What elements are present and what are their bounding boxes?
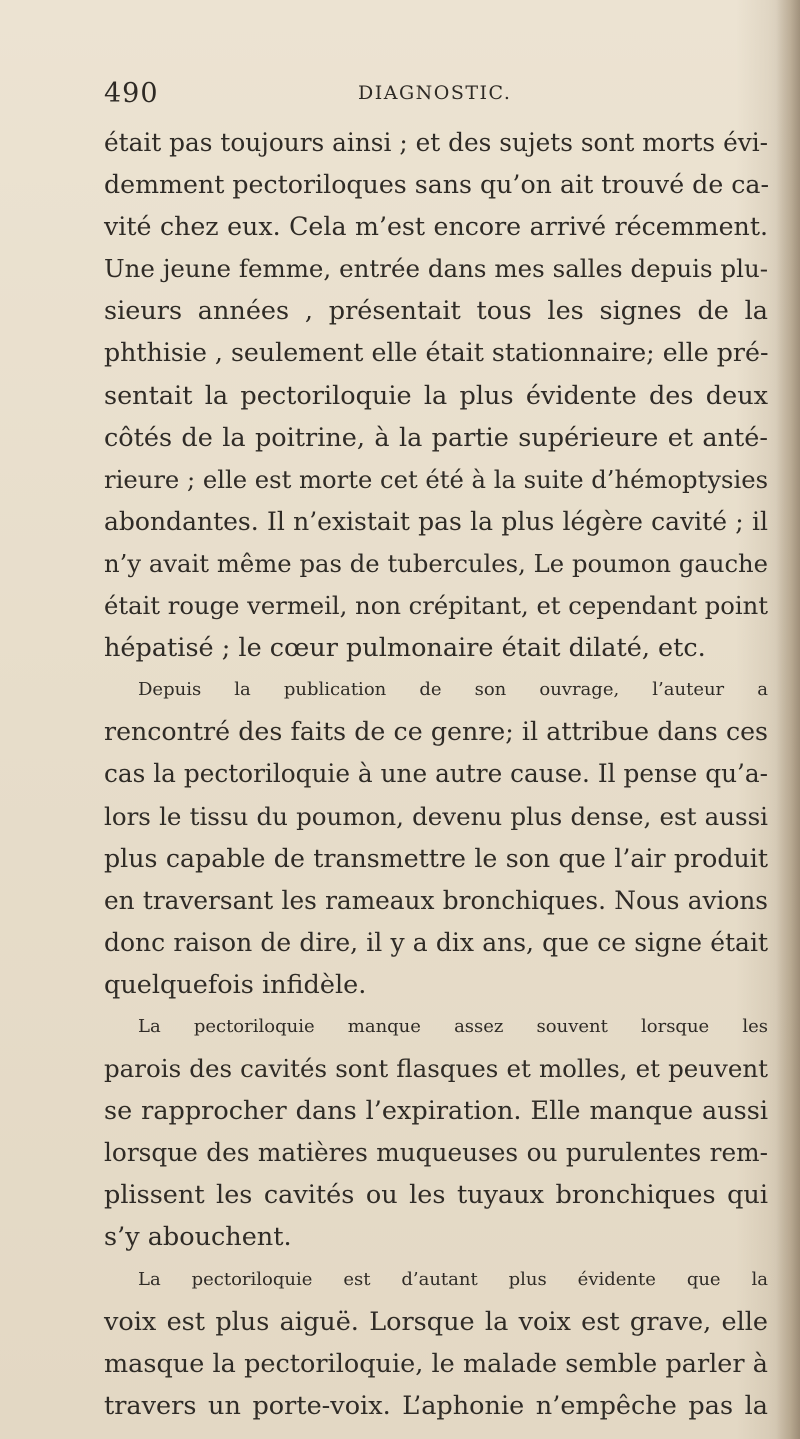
- text-line: était rouge vermeil, non crépitant, et cependant point: [104, 591, 768, 621]
- text-line: donc raison de dire, il y a dix ans, que ce signe était: [104, 927, 768, 957]
- text-line: travers un porte-voix. L’aphonie n’empêche pas la: [104, 1390, 768, 1421]
- page-edge-shadow: [776, 0, 800, 1439]
- body-text: [104, 122, 768, 1427]
- text-line: Une jeune femme, entrée dans mes salles depuis plu-: [104, 254, 768, 284]
- text-line: était pas toujours ainsi ; et des sujets sont morts évi-: [104, 128, 768, 157]
- text-line: n’y avait même pas de tubercules, Le poumon gauche: [104, 548, 768, 578]
- text-line: quelquefois infidèle.: [104, 969, 367, 1000]
- text-line: voix est plus aiguë. Lorsque la voix est grave, elle: [104, 1306, 768, 1337]
- text-line: lorsque des matières muqueuses ou purulentes rem-: [104, 1138, 768, 1168]
- text-line: plissent les cavités ou les tuyaux bronchiques qui: [104, 1180, 768, 1211]
- text-line: phthisie , seulement elle était stationnaire; elle pré-: [104, 338, 769, 368]
- text-line: rieure ; elle est morte cet été à la suite d’hémoptysies: [104, 464, 769, 494]
- text-line: vité chez eux. Cela m’est encore arrivé récemment.: [104, 212, 768, 242]
- text-line: abondantes. Il n’existait pas la plus légère cavité ; il: [104, 506, 768, 536]
- text-line: sentait la pectoriloquie la plus évidente des deux: [104, 380, 768, 411]
- text-line: Depuis la publication de son ouvrage, l’auteur a: [138, 679, 768, 701]
- text-line: plus capable de transmettre le son que l’air produit: [104, 843, 768, 873]
- text-line: parois des cavités sont flasques et molles, et peuvent: [104, 1054, 768, 1084]
- text-line: lors le tissu du poumon, devenu plus dense, est aussi: [104, 801, 768, 831]
- text-line: se rapprocher dans l’expiration. Elle manque aussi: [104, 1096, 768, 1127]
- page-header: [104, 78, 764, 118]
- text-line: hépatisé ; le cœur pulmonaire était dilaté, etc.: [104, 633, 706, 664]
- text-line: côtés de la poitrine, à la partie supérieure et anté-: [104, 422, 768, 453]
- text-line: demment pectoriloques sans qu’on ait trouvé de ca-: [104, 170, 770, 200]
- text-line: en traversant les rameaux bronchiques. Nous avions: [104, 885, 768, 915]
- page-number: 490: [104, 78, 159, 109]
- text-line: La pectoriloquie est d’autant plus évidente que la: [138, 1268, 768, 1290]
- text-line: La pectoriloquie manque assez souvent lorsque les: [138, 1015, 768, 1037]
- text-line: cas la pectoriloquie à une autre cause. Il pense qu’a-: [104, 759, 768, 789]
- text-line: sieurs années , présentait tous les signes de la: [104, 296, 768, 327]
- text-line: masque la pectoriloquie, le malade semble parler à: [104, 1348, 768, 1379]
- text-line: s’y abouchent.: [104, 1222, 292, 1253]
- running-head: DIAGNOSTIC.: [358, 82, 512, 104]
- text-line: rencontré des faits de ce genre; il attribue dans ces: [104, 717, 768, 747]
